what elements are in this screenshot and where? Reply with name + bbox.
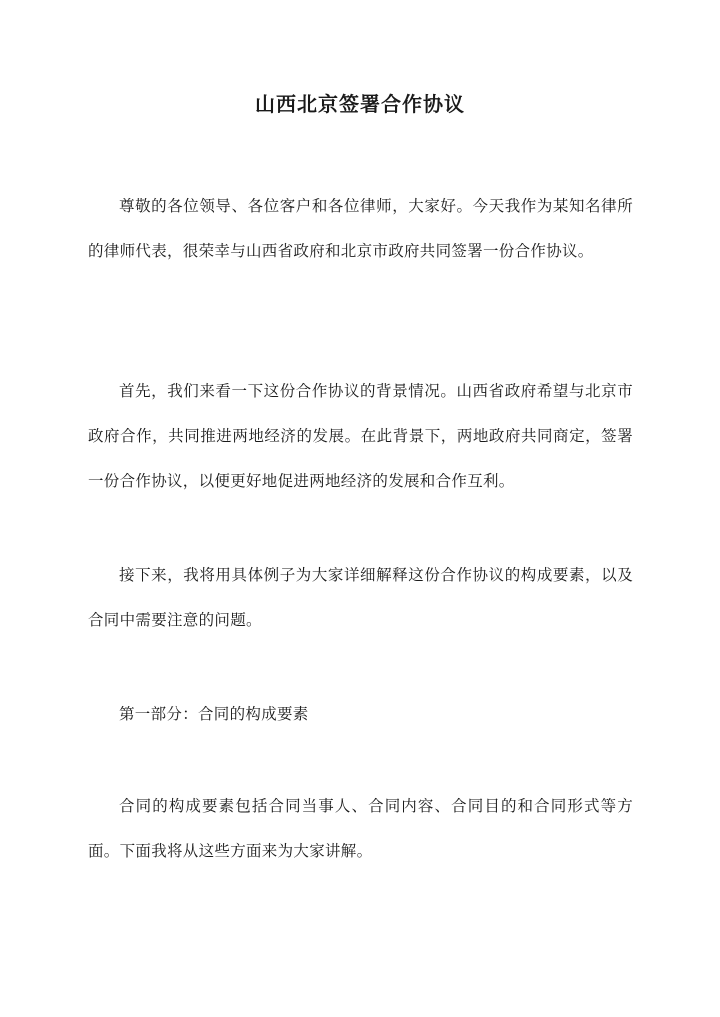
paragraph-contract-elements: 合同的构成要素包括合同当事人、合同内容、合同目的和合同形式等方面。下面我将从这些方面来为大家讲解。 — [88, 797, 633, 860]
section-heading-part-one: 第一部分：合同的构成要素 — [119, 705, 309, 723]
document-title: 山西北京签署合作协议 — [255, 92, 465, 116]
paragraph-background: 首先，我们来看一下这份合作协议的背景情况。山西省政府希望与北京市政府合作，共同推进两地经济的发展。在此背景下，两地政府共同商定，签署一份合作协议，以便更好地促进两地经济的发展和合作互利。 — [88, 382, 633, 490]
paragraph-introduction: 接下来，我将用具体例子为大家详细解释这份合作协议的构成要素，以及合同中需要注意的问题。 — [88, 566, 633, 629]
paragraph-greeting: 尊敬的各位领导、各位客户和各位律师，大家好。今天我作为某知名律所的律师代表，很荣幸与山西省政府和北京市政府共同签署一份合作协议。 — [88, 197, 633, 260]
